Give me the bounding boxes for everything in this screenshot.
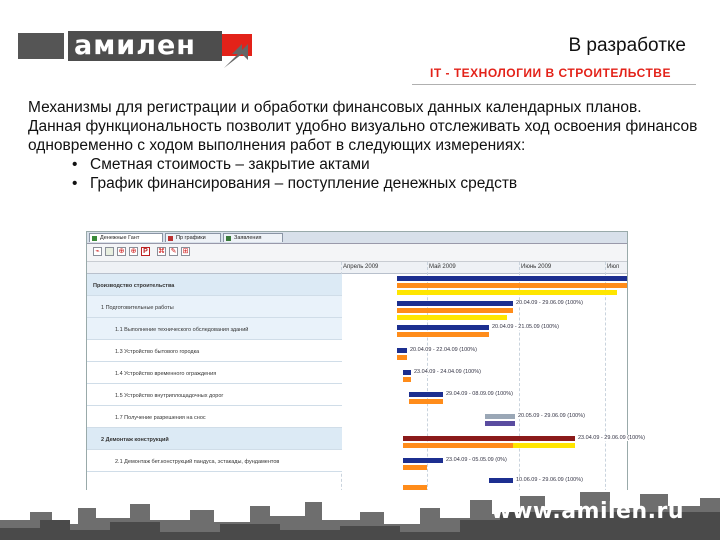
- task-row[interactable]: [87, 428, 342, 450]
- task-label: 1.4 Устройство временного ограждения: [115, 371, 217, 377]
- bar-date-label: 20.04.09 - 22.04.09 (100%): [410, 347, 477, 353]
- schedule-tab-icon: [168, 236, 173, 241]
- plan-bar[interactable]: [485, 414, 515, 419]
- task-label: Производство строительства: [93, 283, 175, 289]
- bar-date-label: 20.04.09 - 21.05.09 (100%): [492, 324, 559, 330]
- plan-bar[interactable]: [397, 348, 407, 353]
- logo-left-bar: [18, 33, 64, 59]
- task-row[interactable]: [87, 362, 342, 384]
- plan-bar[interactable]: [489, 478, 513, 483]
- plan-bar[interactable]: [403, 370, 411, 375]
- task-label: 2 Демонтаж конструкций: [101, 437, 169, 443]
- intro-paragraph: Механизмы для регистрации и обработки финансовых данных календарных планов. Данная функциональность позволит удобно визуально отслеживать ход освоения финансов одновременно с ходом выполнения работ в следующих измерениях:: [28, 99, 698, 154]
- body-text: [28, 98, 698, 193]
- task-label: 2.1 Демонтаж бет.конструкций пандуса, эстакады, фундаментов: [115, 459, 280, 465]
- plan-bar[interactable]: [397, 301, 513, 306]
- summary-bar[interactable]: [403, 436, 575, 441]
- plan-bar[interactable]: [397, 325, 489, 330]
- task-label: 1.3 Устройство бытового городка: [115, 349, 200, 355]
- logo-arrow-icon: [218, 30, 256, 70]
- bar-date-label: 10.06.09 - 29.06.09 (100%): [516, 477, 583, 483]
- task-row[interactable]: [87, 274, 342, 296]
- task-row[interactable]: [87, 450, 342, 472]
- bullet-item: • График финансирования – поступление денежных средств: [28, 174, 698, 193]
- fact-bar[interactable]: [403, 443, 513, 448]
- month-label: Май 2009: [429, 264, 456, 270]
- timeline-header: [87, 262, 627, 274]
- task-row[interactable]: [87, 406, 342, 428]
- website-url[interactable]: www.amilen.ru: [491, 499, 684, 524]
- tab-schedules[interactable]: Пр графики: [165, 233, 221, 242]
- fact-bar[interactable]: [485, 421, 515, 426]
- toolbar-tool-icon[interactable]: ⌁: [93, 247, 102, 256]
- logo-wordmark: амилен: [68, 31, 222, 61]
- toolbar-tool-icon[interactable]: ⊞: [182, 248, 189, 255]
- plan-bar[interactable]: [409, 392, 443, 397]
- toolbar-tool-icon[interactable]: ⊕: [118, 248, 125, 255]
- fact-bar[interactable]: [397, 283, 627, 288]
- task-label: 1.7 Получение разрешения на снос: [115, 415, 206, 421]
- gantt-tab-icon: [92, 236, 97, 241]
- toolbar-tool-icon[interactable]: [105, 247, 114, 256]
- month-label: Июл: [607, 264, 620, 270]
- applications-tab-icon: [226, 236, 231, 241]
- fact-bar[interactable]: [409, 399, 443, 404]
- task-row[interactable]: [87, 384, 342, 406]
- plan-bar[interactable]: [397, 276, 627, 281]
- task-row[interactable]: [87, 296, 342, 318]
- tab-applications[interactable]: Заявления: [223, 233, 283, 242]
- fact-bar[interactable]: [397, 355, 407, 360]
- bar-date-label: 20.05.09 - 29.06.09 (100%): [518, 413, 585, 419]
- bar-date-label: 23.04.09 - 29.06.09 (100%): [578, 435, 645, 441]
- month-label: Июнь 2009: [521, 264, 552, 270]
- plan-bar[interactable]: [403, 458, 443, 463]
- bullet-item: • Сметная стоимость – закрытие актами: [28, 155, 698, 174]
- gantt-tab-bar: [87, 232, 627, 244]
- task-row[interactable]: [87, 340, 342, 362]
- finance-bar[interactable]: [397, 290, 617, 295]
- task-label: 1.1 Выполнение технического обследования зданий: [115, 327, 249, 333]
- fact-bar[interactable]: [403, 465, 427, 470]
- finance-bar[interactable]: [513, 443, 575, 448]
- tab-money-gantt[interactable]: Денежные Гант: [89, 233, 163, 242]
- month-label: Апрель 2009: [343, 264, 379, 270]
- task-label: 1.5 Устройство внутриплощадочных дорог: [115, 393, 224, 399]
- bar-date-label: 29.04.09 - 08.09.09 (100%): [446, 391, 513, 397]
- toolbar-tool-icon[interactable]: ⊕: [130, 248, 137, 255]
- tagline: IT - ТЕХНОЛОГИИ В СТРОИТЕЛЬСТВЕ: [430, 66, 671, 80]
- finance-bar[interactable]: [397, 315, 507, 320]
- slide-title: В разработке: [568, 35, 686, 56]
- bar-date-label: 23.04.09 - 05.05.09 (0%): [446, 457, 507, 463]
- bar-date-label: 20.04.09 - 29.06.09 (100%): [516, 300, 583, 306]
- bullet-list: [28, 155, 698, 193]
- task-list: [87, 274, 627, 502]
- gantt-toolbar: [87, 244, 627, 262]
- gantt-screenshot: [86, 231, 645, 503]
- fact-bar[interactable]: [397, 332, 489, 337]
- task-label: 1 Подготовительные работы: [101, 305, 174, 311]
- toolbar-tool-icon[interactable]: ⌘: [158, 248, 165, 255]
- toolbar-tool-icon[interactable]: ✎: [170, 248, 177, 255]
- fact-bar[interactable]: [397, 308, 513, 313]
- header-divider: [412, 84, 696, 85]
- toolbar-tool-icon[interactable]: P: [141, 247, 150, 256]
- task-row[interactable]: [87, 318, 342, 340]
- fact-bar[interactable]: [403, 377, 411, 382]
- bar-date-label: 23.04.09 - 24.04.09 (100%): [414, 369, 481, 375]
